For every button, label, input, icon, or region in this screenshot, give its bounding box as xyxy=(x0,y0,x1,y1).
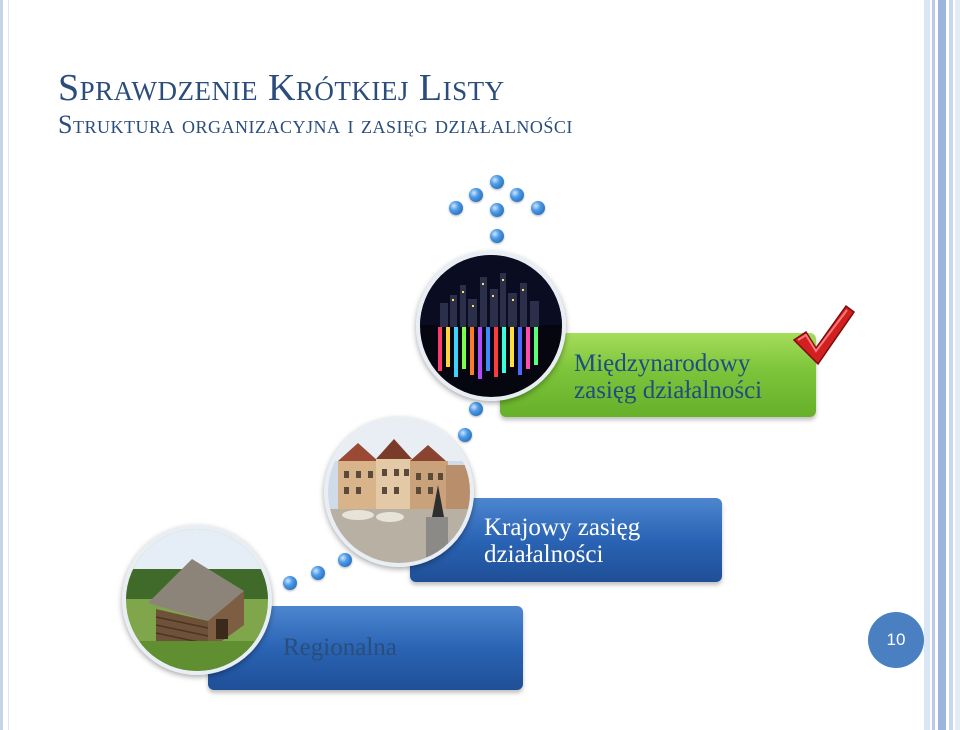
step-national-label: Krajowy zasięg działalności xyxy=(484,514,641,568)
left-border xyxy=(0,0,3,730)
checkmark-icon xyxy=(790,302,856,368)
wooden-hut-photo xyxy=(122,525,272,675)
path-dot xyxy=(490,203,504,217)
path-dot xyxy=(490,229,504,243)
left-border-inner xyxy=(8,0,9,730)
path-dot xyxy=(469,188,483,202)
path-dot xyxy=(449,201,463,215)
slide-title: Sprawdzenie Krótkiej Listy xyxy=(58,67,505,109)
step-regional-label: Regionalna xyxy=(283,634,397,661)
step-international-label: Międzynarodowy zasięg działalności xyxy=(574,350,763,404)
path-dot xyxy=(531,201,545,215)
path-dot xyxy=(458,428,472,442)
slide-subtitle: Struktura organizacyjna i zasięg działalności xyxy=(58,110,573,139)
page-number-badge: 10 xyxy=(868,612,924,668)
path-dot xyxy=(338,553,352,567)
path-dot xyxy=(510,188,524,202)
path-dot xyxy=(469,402,483,416)
path-dot xyxy=(311,566,325,580)
path-dot xyxy=(283,576,297,590)
city-skyline-photo xyxy=(416,251,566,401)
old-town-photo xyxy=(324,417,474,567)
right-decorative-stripes xyxy=(924,0,960,730)
path-dot xyxy=(490,175,504,189)
